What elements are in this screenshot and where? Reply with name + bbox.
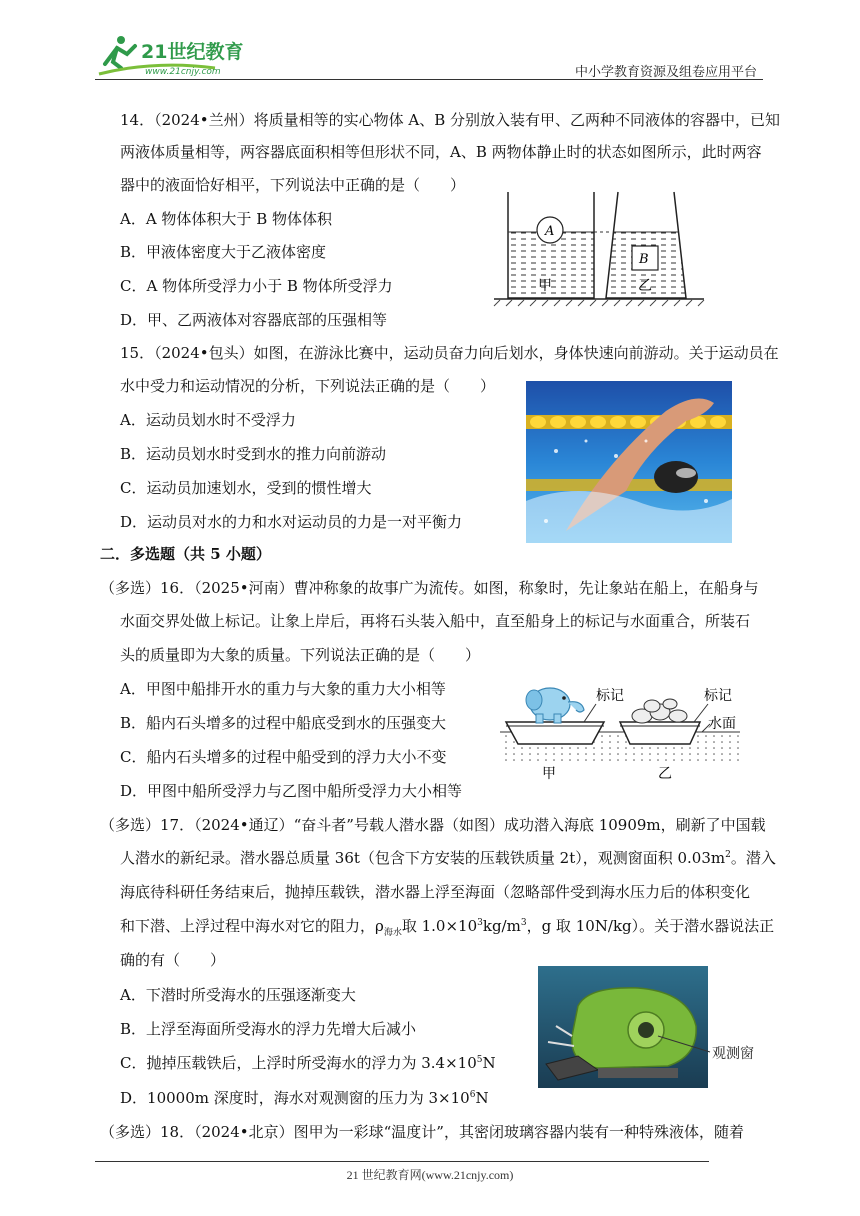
- q14-label-b: B: [639, 252, 649, 267]
- q16-label-mark-left: 标记: [596, 688, 624, 704]
- q14-option-a: A．A 物体体积大于 B 物体体积: [120, 210, 332, 228]
- q14-label-yi: 乙: [638, 278, 652, 294]
- q16-label-water: 水面: [708, 716, 736, 732]
- q14-figure: [490, 188, 710, 308]
- q14-option-b: B．甲液体密度大于乙液体密度: [120, 243, 327, 261]
- q18-stem-line1: （多选）18．（2024•北京）图甲为一彩球“温度计”，其密闭玻璃容器内装有一种特殊液体，随着: [100, 1123, 744, 1141]
- q16-stem-line3: 头的质量即为大象的质量。下列说法正确的是（ ）: [120, 646, 481, 664]
- q16-option-a: A．甲图中船排开水的重力与大象的重力大小相等: [120, 680, 446, 698]
- q17-stem-line1: （多选）17．（2024•通辽）“奋斗者”号载人潜水器（如图）成功潜入海底 10909m，刷新了中国载: [100, 816, 766, 834]
- q16-stem-line2: 水面交界处做上标记。让象上岸后，再将石头装入船中，直至船身上的标记与水面重合，所装石: [120, 612, 751, 630]
- q14-stem-line1: 14．（2024•兰州）将质量相等的实心物体 A、B 分别放入装有甲、乙两种不同液体的容器中，已知: [120, 111, 781, 129]
- q17-stem-line2: 人潜水的新纪录。潜水器总质量 36t（包含下方安装的压载铁质量 2t），观测窗面积 $0.03m^2$。潜入: [120, 849, 776, 867]
- q17-option-c: C．抛掉压载铁后，上浮时所受海水的浮力为 $3.4\times 10^5N$: [120, 1054, 496, 1072]
- footer-text: 21 世纪教育网(www.21cnjy.com): [346, 1168, 514, 1182]
- q17-stem-line3: 海底待科研任务结束后，抛掉压载铁，潜水器上浮至海面（忽略部件受到海水压力后的体积变化: [120, 883, 751, 901]
- stones-icon: [632, 699, 687, 723]
- q15-option-d: D．运动员对水的力和水对运动员的力是一对平衡力: [120, 513, 463, 531]
- q17-stem-line5: 确的有（ ）: [120, 951, 226, 969]
- q17-option-d: D．10000m 深度时，海水对观测窗的压力为 $3\times 10^6N$: [120, 1089, 489, 1107]
- platform-title: 中小学教育资源及组卷应用平台: [574, 65, 757, 80]
- page-header: [95, 34, 763, 80]
- q16-option-b: B．船内石头增多的过程中船底受到水的压强变大: [120, 714, 447, 732]
- q16-label-jia: 甲: [542, 766, 556, 782]
- q14-label-a: A: [545, 224, 555, 239]
- q14-option-d: D．甲、乙两液体对容器底部的压强相等: [120, 311, 388, 329]
- q16-label-mark-right: 标记: [704, 688, 732, 704]
- elephant-icon: [526, 688, 584, 723]
- q17-option-a: A．下潜时所受海水的压强逐渐变大: [120, 986, 356, 1004]
- q15-option-c: C．运动员加速划水，受到的惯性增大: [120, 479, 372, 497]
- q17-stem-line4: 和下潜、上浮过程中海水对它的阻力，$\rho_{海水}$取 $1.0\times 10^3kg/m^3$，g 取 10N/kg）。关于潜水器说法正: [120, 917, 775, 938]
- footer-divider: [95, 1161, 709, 1162]
- logo: [95, 34, 270, 80]
- q14-option-c: C．A 物体所受浮力小于 B 物体所受浮力: [120, 277, 393, 295]
- q16-option-c: C．船内石头增多的过程中船受到的浮力大小不变: [120, 748, 447, 766]
- q17-option-b: B．上浮至海面所受海水的浮力先增大后减小: [120, 1020, 417, 1038]
- q16-stem-line1: （多选）16．（2025•河南）曹冲称象的故事广为流传。如图，称象时，先让象站在船上，在船身与: [100, 579, 759, 597]
- q17-label-window: 观测窗: [712, 1046, 754, 1062]
- svg-text:www.21cnjy.com: www.21cnjy.com: [145, 67, 221, 77]
- q15-swimmer-photo: [526, 381, 732, 543]
- q14-stem-line3: 器中的液面恰好相平，下列说法中正确的是（ ）: [120, 176, 466, 194]
- q14-stem-line2: 两液体质量相等，两容器底面积相等但形状不同，A、B 两物体静止时的状态如图所示，此时两容: [120, 143, 762, 161]
- q16-option-d: D．甲图中船所受浮力与乙图中船所受浮力大小相等: [120, 782, 463, 800]
- section-title-multi-choice: 二．多选题（共 5 小题）: [100, 545, 271, 563]
- q16-label-yi: 乙: [658, 766, 672, 782]
- svg-text:21世纪教育: 21世纪教育: [141, 41, 244, 63]
- header-divider: [95, 79, 763, 80]
- q17-submersible-photo: [538, 966, 772, 1088]
- q15-option-a: A．运动员划水时不受浮力: [120, 411, 296, 429]
- q14-label-jia: 甲: [538, 278, 552, 294]
- q16-boat-figure: [496, 680, 746, 784]
- q15-stem-line2: 水中受力和运动情况的分析，下列说法正确的是（ ）: [120, 377, 496, 395]
- q15-stem-line1: 15．（2024•包头）如图，在游泳比赛中，运动员奋力向后划水，身体快速向前游动。关于运动员在: [120, 344, 779, 362]
- q15-option-b: B．运动员划水时受到水的推力向前游动: [120, 445, 387, 463]
